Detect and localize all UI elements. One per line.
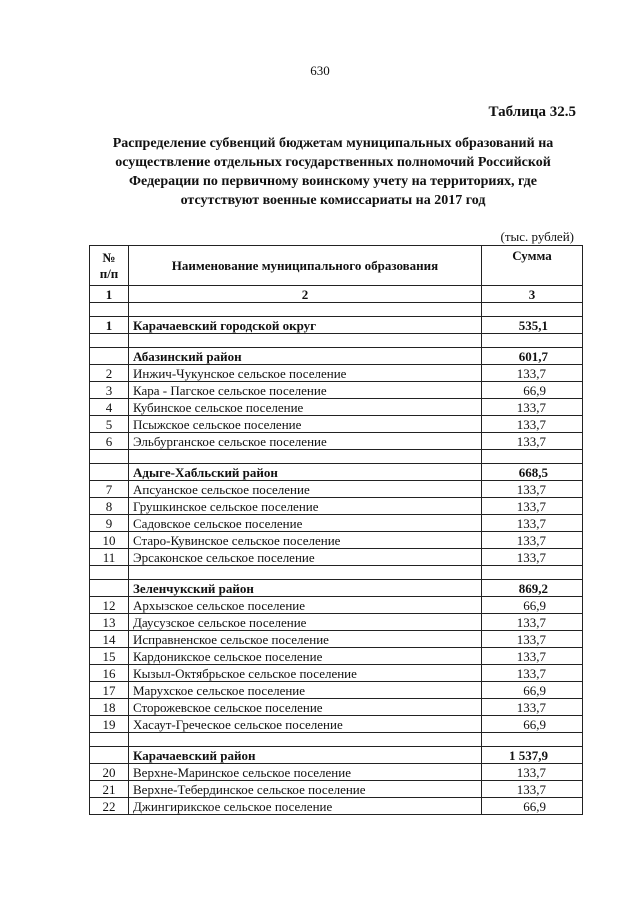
settlement-row — [90, 433, 583, 450]
row-name: Даусузское сельское поселение — [129, 614, 482, 631]
row-number: 1 — [90, 317, 129, 334]
column-number: 3 — [482, 286, 583, 303]
row-number: 12 — [90, 597, 129, 614]
row-sum: 133,7 — [482, 532, 583, 549]
row-number: 16 — [90, 665, 129, 682]
row-sum: 133,7 — [482, 631, 583, 648]
row-sum: 66,9 — [482, 382, 583, 399]
district-row — [90, 747, 583, 764]
settlement-row — [90, 682, 583, 699]
row-sum: 133,7 — [482, 648, 583, 665]
row-name: Хасаут-Греческое сельское поселение — [129, 716, 482, 733]
empty-cell — [482, 566, 583, 580]
row-sum: 133,7 — [482, 515, 583, 532]
settlement-row — [90, 648, 583, 665]
district-row — [90, 317, 583, 334]
empty-cell — [129, 733, 482, 747]
row-name: Сторожевское сельское поселение — [129, 699, 482, 716]
settlement-row — [90, 614, 583, 631]
row-number: 18 — [90, 699, 129, 716]
spacer-row — [90, 334, 583, 348]
settlement-row — [90, 798, 583, 815]
units-label: (тыс. рублей) — [500, 229, 574, 244]
row-name: Садовское сельское поселение — [129, 515, 482, 532]
settlement-row — [90, 416, 583, 433]
row-sum: 133,7 — [482, 399, 583, 416]
row-number: 22 — [90, 798, 129, 815]
row-number: 10 — [90, 532, 129, 549]
settlement-row — [90, 597, 583, 614]
row-number: 9 — [90, 515, 129, 532]
empty-cell — [129, 334, 482, 348]
row-number: 6 — [90, 433, 129, 450]
table-body — [90, 303, 583, 815]
row-number: 11 — [90, 549, 129, 566]
row-name: Эльбурганское сельское поселение — [129, 433, 482, 450]
column-number: 1 — [90, 286, 129, 303]
row-name: Старо-Кувинское сельское поселение — [129, 532, 482, 549]
row-name: Карачаевский городской округ — [129, 317, 482, 334]
empty-cell — [129, 566, 482, 580]
row-number: 19 — [90, 716, 129, 733]
row-sum: 133,7 — [482, 433, 583, 450]
row-name: Абазинский район — [129, 348, 482, 365]
settlement-row — [90, 498, 583, 515]
settlement-row — [90, 716, 583, 733]
column-number-row — [90, 286, 583, 303]
row-name: Исправненское сельское поселение — [129, 631, 482, 648]
page-number: 630 — [310, 63, 330, 78]
header-name: Наименование муниципального образования — [129, 246, 482, 286]
spacer-row — [90, 566, 583, 580]
empty-cell — [482, 303, 583, 317]
row-number — [90, 580, 129, 597]
settlement-row — [90, 699, 583, 716]
empty-cell — [482, 334, 583, 348]
row-sum: 668,5 — [482, 464, 583, 481]
empty-cell — [90, 450, 129, 464]
row-number: 8 — [90, 498, 129, 515]
settlement-row — [90, 764, 583, 781]
row-name: Карачаевский район — [129, 747, 482, 764]
row-name: Зеленчукский район — [129, 580, 482, 597]
row-sum: 66,9 — [482, 597, 583, 614]
row-number — [90, 747, 129, 764]
row-number: 20 — [90, 764, 129, 781]
row-sum: 601,7 — [482, 348, 583, 365]
row-name: Инжич-Чукунское сельское поселение — [129, 365, 482, 382]
row-name: Марухское сельское поселение — [129, 682, 482, 699]
row-name: Грушкинское сельское поселение — [129, 498, 482, 515]
empty-cell — [482, 450, 583, 464]
district-row — [90, 580, 583, 597]
row-name: Псыжское сельское поселение — [129, 416, 482, 433]
settlement-row — [90, 365, 583, 382]
settlement-row — [90, 515, 583, 532]
row-number: 14 — [90, 631, 129, 648]
row-sum: 133,7 — [482, 614, 583, 631]
row-sum: 66,9 — [482, 798, 583, 815]
empty-cell — [129, 303, 482, 317]
document-title: Распределение субвенций бюджетам муниципальных образований на осуществление отдельных государственных полномочий Российской Федерации по первичному воинскому учету на территориях, где отсутствуют военные комиссариаты на 2017 год — [112, 136, 554, 208]
spacer-row — [90, 733, 583, 747]
row-name: Джингирикское сельское поселение — [129, 798, 482, 815]
row-number: 3 — [90, 382, 129, 399]
row-number: 2 — [90, 365, 129, 382]
row-number: 13 — [90, 614, 129, 631]
empty-cell — [482, 733, 583, 747]
row-sum: 869,2 — [482, 580, 583, 597]
row-sum: 133,7 — [482, 764, 583, 781]
row-number: 15 — [90, 648, 129, 665]
row-name: Кубинское сельское поселение — [129, 399, 482, 416]
header-num: № п/п — [90, 246, 129, 286]
row-name: Апсуанское сельское поселение — [129, 481, 482, 498]
row-sum: 133,7 — [482, 699, 583, 716]
row-name: Верхне-Тебердинское сельское поселение — [129, 781, 482, 798]
row-sum: 66,9 — [482, 682, 583, 699]
row-sum: 133,7 — [482, 365, 583, 382]
spacer-row — [90, 303, 583, 317]
row-number: 7 — [90, 481, 129, 498]
row-name: Эрсаконское сельское поселение — [129, 549, 482, 566]
row-sum: 535,1 — [482, 317, 583, 334]
column-number: 2 — [129, 286, 482, 303]
row-name: Кызыл-Октябрьское сельское поселение — [129, 665, 482, 682]
subvention-table — [89, 245, 583, 815]
empty-cell — [90, 566, 129, 580]
row-number: 17 — [90, 682, 129, 699]
empty-cell — [129, 450, 482, 464]
district-row — [90, 464, 583, 481]
row-sum: 133,7 — [482, 416, 583, 433]
settlement-row — [90, 781, 583, 798]
settlement-row — [90, 549, 583, 566]
settlement-row — [90, 382, 583, 399]
settlement-row — [90, 399, 583, 416]
row-name: Кардоникское сельское поселение — [129, 648, 482, 665]
row-name: Кара - Пагское сельское поселение — [129, 382, 482, 399]
row-sum: 66,9 — [482, 716, 583, 733]
row-sum: 133,7 — [482, 549, 583, 566]
row-sum: 1 537,9 — [482, 747, 583, 764]
row-name: Верхне-Маринское сельское поселение — [129, 764, 482, 781]
row-number: 21 — [90, 781, 129, 798]
table-label: Таблица 32.5 — [488, 104, 576, 120]
row-sum: 133,7 — [482, 498, 583, 515]
header-sum: Сумма — [482, 246, 583, 286]
empty-cell — [90, 303, 129, 317]
header-row — [90, 246, 583, 286]
district-row — [90, 348, 583, 365]
settlement-row — [90, 665, 583, 682]
settlement-row — [90, 631, 583, 648]
settlement-row — [90, 532, 583, 549]
row-number: 4 — [90, 399, 129, 416]
row-number — [90, 464, 129, 481]
empty-cell — [90, 334, 129, 348]
row-number — [90, 348, 129, 365]
row-sum: 133,7 — [482, 481, 583, 498]
row-name: Архызское сельское поселение — [129, 597, 482, 614]
empty-cell — [90, 733, 129, 747]
row-sum: 133,7 — [482, 665, 583, 682]
row-sum: 133,7 — [482, 781, 583, 798]
row-number: 5 — [90, 416, 129, 433]
spacer-row — [90, 450, 583, 464]
settlement-row — [90, 481, 583, 498]
row-name: Адыге-Хабльский район — [129, 464, 482, 481]
